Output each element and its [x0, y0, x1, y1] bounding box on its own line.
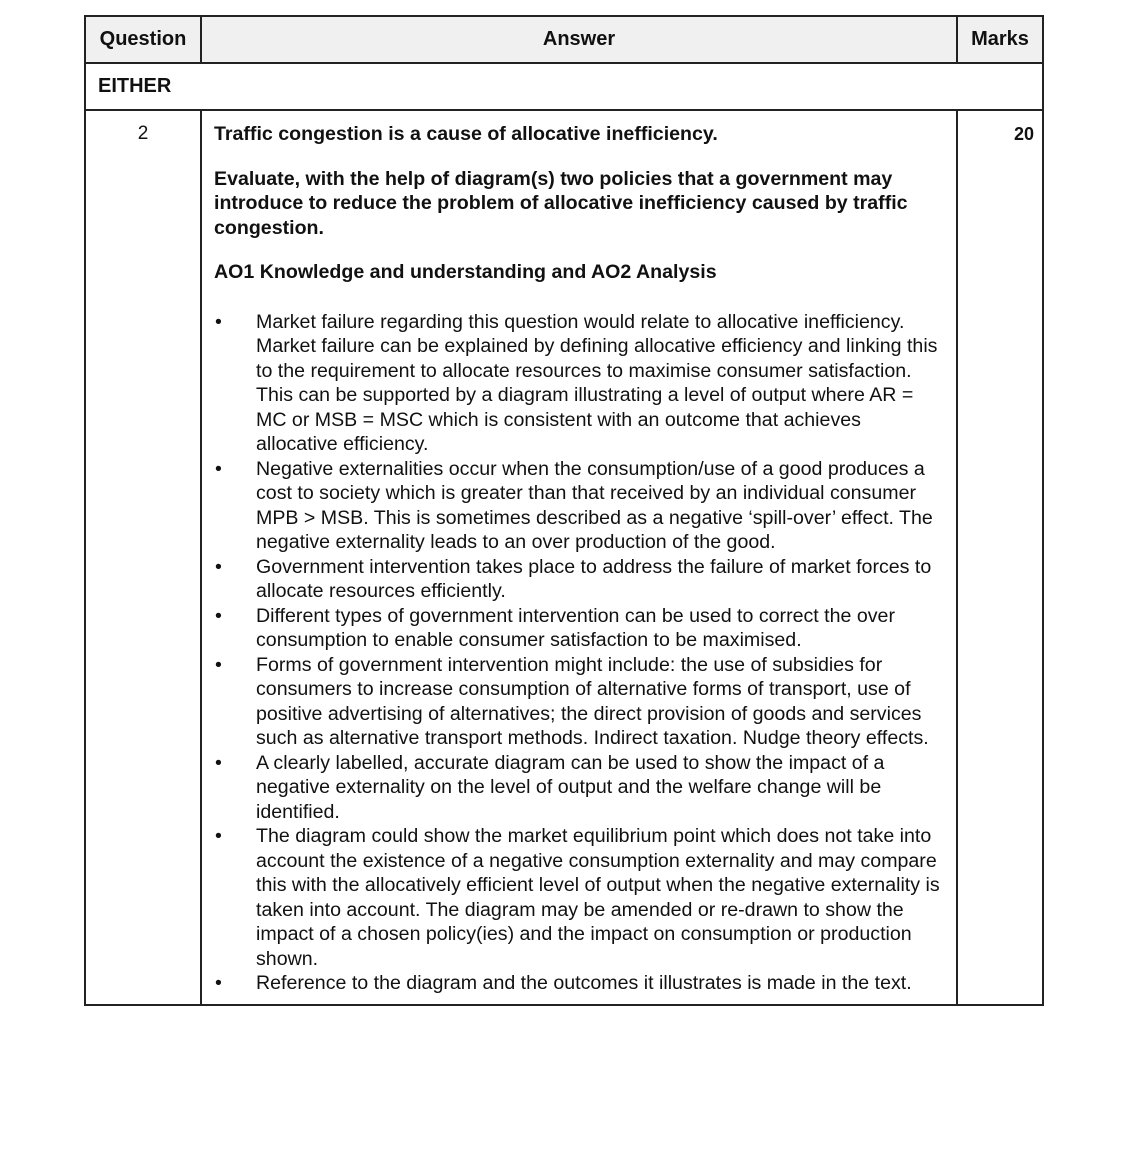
- list-item: • A clearly labelled, accurate diagram can be used to show the impact of a negative externality on the level of output and the welfare change will be identified.: [214, 751, 946, 825]
- list-item: • Market failure regarding this question would relate to allocative inefficiency. Market failure can be explained by defining allocative efficiency and linking this to the requirement to allocate resources to maximise consumer satisfaction. This can be supported by a diagram illustrating a level of output where AR = MC or MSB = MSC which is consistent with an outcome that achieves allocative efficiency.: [214, 310, 946, 457]
- question-column-header: Question: [86, 17, 202, 62]
- prompt-task: Evaluate, with the help of diagram(s) two policies that a government may introduce to reduce the problem of allocative inefficiency caused by traffic congestion.: [214, 167, 908, 239]
- list-item: • The diagram could show the market equilibrium point which does not take into account the existence of a negative consumption externality and may compare this with the allocatively efficient level of output when the negative externality is taken into account. The diagram may be amended or re-drawn to show the impact of a chosen policy(ies) and the impact on consumption or production shown.: [214, 824, 946, 971]
- list-item: • Government intervention takes place to address the failure of market forces to allocate resources efficiently.: [214, 555, 946, 604]
- list-item: • Forms of government intervention might include: the use of subsidies for consumers to increase consumption of alternative forms of transport, use of positive advertising of alternatives; the direct provision of goods and services such as alternative transport methods. Indirect taxation. Nudge theory effects.: [214, 653, 946, 751]
- list-item: • Different types of government intervention can be used to correct the over consumption to enable consumer satisfaction to be maximised.: [214, 604, 946, 653]
- answer-column-header: Answer: [202, 17, 958, 62]
- list-item: • Negative externalities occur when the consumption/use of a good produces a cost to society which is greater than that received by an individual consumer MPB > MSB. This is sometimes described as a negative ‘spill-over’ effect. The negative externality leads to an over production of the good.: [214, 457, 946, 555]
- table-header-row: [86, 17, 1042, 64]
- mark-points-list: [214, 310, 946, 996]
- marks-column-header: Marks: [971, 28, 1029, 50]
- list-item: • Reference to the diagram and the outcomes it illustrates is made in the text.: [214, 971, 946, 996]
- mark-scheme-table: [84, 15, 1044, 1006]
- prompt-statement: Traffic congestion is a cause of allocative inefficiency.: [214, 123, 718, 145]
- section-label-row: [86, 64, 1042, 111]
- assessment-heading: AO1 Knowledge and understanding and AO2 Analysis: [214, 261, 717, 283]
- question-number: 2: [86, 111, 202, 1004]
- section-label: EITHER: [98, 75, 172, 97]
- answer-cell: [202, 111, 958, 1004]
- question-row: [86, 111, 1042, 1004]
- marks-value: 20: [1013, 124, 1034, 144]
